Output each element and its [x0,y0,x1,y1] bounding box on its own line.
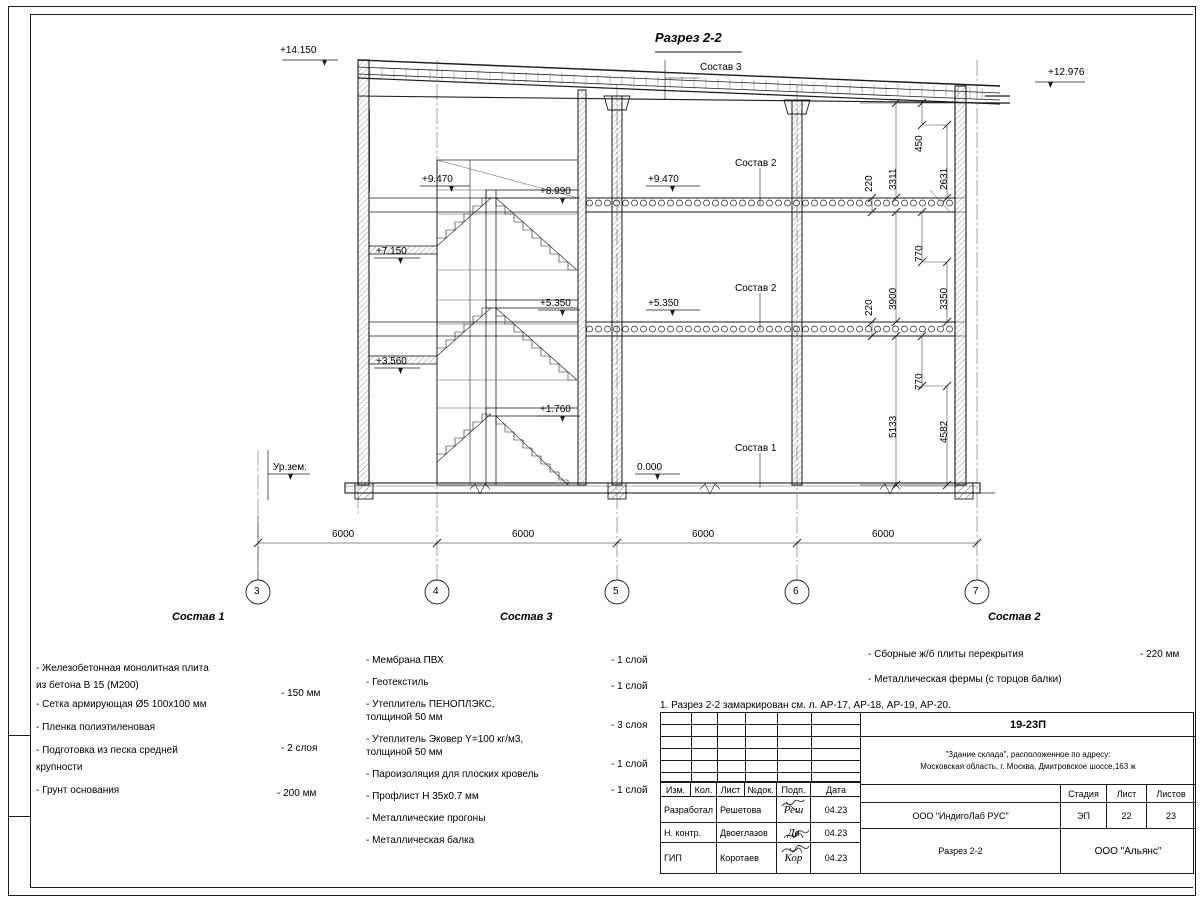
sostav3-value-0: - 1 слой [611,655,648,666]
sostav2-value-0: - 220 мм [1140,649,1180,660]
design-company: ООО "ИндигоЛаб РУС" [861,803,1061,828]
dim-770-upper: 770 [914,245,925,262]
sostav2-item-1: - Металлическая фермы (с торцов балки) [868,674,1062,685]
role-row-2 [661,843,861,873]
elevation-label-7150: +7.150 [376,246,407,257]
sostav2-item-0: - Сборные ж/б плиты перекрытия [868,649,1024,660]
sheet-title: Разрез 2-2 [861,829,1061,873]
sostav3-value-6: - 1 слой [611,785,648,796]
sostav1-list [36,662,336,801]
revision-table [661,713,861,873]
drawing-note: 1. Разрез 2-2 замаркирован см. л. АР-17, АР-18, АР-19, АР-20. [660,700,951,711]
sheet-count: 23 [1165,810,1176,821]
sostav1-item-0: - Железобетонная монолитная плита [36,663,209,674]
stage-header-stadiya: Стадия [1061,785,1107,802]
elevation-label-top-left: +14.150 [280,45,317,56]
sostav1-value-5: - 200 мм [277,788,317,799]
ground-level-label: Ур.зем. [273,462,307,473]
role-row-1 [661,823,861,843]
sostav1-item-5: крупности [36,762,83,773]
dim-220-lower: 220 [864,299,875,316]
object-line-1: "Здание склада", расположенное по адресу: [945,749,1111,759]
sostav3-item-6: - Пароизоляция для плоских кровель [366,769,539,780]
role-row-0 [661,797,861,823]
sostav1-value-3: - 2 слоя [281,743,318,754]
dim-5133: 5133 [888,415,899,438]
title-block [660,712,1194,874]
stage-header-listov: Листов [1156,788,1186,799]
elevation-label-top-right: +12.976 [1048,67,1085,78]
dim-3311: 3311 [888,168,899,190]
sostav3-value-5: - 1 слой [611,759,648,770]
revision-header-row [661,782,861,797]
revision-header-list: Лист [717,783,745,797]
role-date-2: 04.23 [824,853,848,863]
company-stage-row [861,803,1195,829]
sostav3-value-3: - 3 слоя [611,720,648,731]
role-date-1: 04.23 [824,827,848,838]
sostav3-item-8: - Металлические прогоны [366,813,486,824]
axis-bubble-5: 5 [613,586,619,597]
sostav3-value-1: - 1 слой [611,681,648,692]
role-label-0: Разработал [661,797,717,822]
dim-3900: 3900 [888,287,899,310]
stage-value: ЭП [1061,803,1107,828]
sostav3-item-1: - Геотекстиль [366,677,429,688]
elevation-label-9470-left: +9.470 [422,174,453,185]
elevation-label-5350-mid: +5.350 [540,298,571,309]
drawing-title: Разрез 2-2 [655,30,722,45]
object-description [861,737,1195,785]
sostav3-list [366,654,596,851]
sostav1-value-1: - 150 мм [281,688,321,699]
sostav1-item-4: - Подготовка из песка средней [36,745,178,756]
title-block-right [861,713,1195,873]
sostav3-item-3: толщиной 50 мм [366,712,443,723]
dim-span-6-7: 6000 [872,529,895,540]
role-name-0: Решетова [717,797,777,822]
elevation-label-3560: +3.560 [376,356,407,367]
sostav3-item-0: - Мембрана ПВХ [366,655,444,666]
sostav3-item-4: - Утеплитель Эковер Y=100 кг/м3, [366,734,524,745]
document-code: 19-23П [861,713,1195,737]
role-sign-0: Реш [777,797,811,822]
sostav3-item-9: - Металлическая балка [366,835,475,846]
sostav3-item-2: - Утеплитель ПЕНОПЛЭКС, [366,699,495,710]
sheet-title-row [861,829,1195,873]
sostav1-item-6: - Грунт основания [36,785,120,796]
revision-header-ndok: №док. [745,783,777,797]
object-line-2: Московская область, г. Москва, Дмитровское шоссе,163 ж [920,761,1136,771]
sostav3-item-7: - Профлист Н 35х0.7 мм [366,791,479,802]
sostav2-title: Состав 2 [988,611,1041,623]
callout-sostav1: Состав 1 [735,443,777,454]
revision-header-kol: Кол. [691,783,717,797]
callout-sostav2-lower: Состав 2 [735,283,777,294]
callout-sostav3: Состав 3 [700,62,742,73]
role-sign-1: Дв [777,823,811,842]
stage-header-row [861,785,1195,803]
dim-span-5-6: 6000 [692,529,715,540]
sostav3-title: Состав 3 [500,611,553,623]
axis-bubble-6: 6 [793,586,799,597]
role-label-1: Н. контр. [661,823,717,842]
elevation-label-5350-right: +5.350 [648,298,679,309]
axis-bubble-4: 4 [433,586,439,597]
elevation-label-8990: +8.990 [540,186,571,197]
organization: ООО "Альянс" [1094,845,1162,857]
dim-220-upper: 220 [864,175,875,192]
revision-header-data: Дата [826,785,846,795]
elevation-label-0000: 0.000 [637,462,663,473]
revision-header-izm: Изм. [661,783,691,797]
role-date-0: 04.23 [824,804,848,815]
dim-span-4-5: 6000 [512,529,535,540]
callout-sostav2-upper: Состав 2 [735,158,777,169]
dim-4582: 4582 [939,420,950,443]
sostav1-item-3: - Пленка полиэтиленовая [36,722,156,733]
dim-450: 450 [914,135,925,152]
role-name-2: Коротаев [717,843,777,873]
dim-span-3-4: 6000 [332,529,355,540]
elevation-label-1760: +1.760 [540,404,571,415]
dim-770-lower: 770 [914,373,925,390]
role-label-2: ГИП [661,843,717,873]
role-sign-2: Кор [777,843,811,873]
sostav1-title: Состав 1 [172,611,225,623]
revision-header-podp: Подп. [777,783,811,797]
axis-bubble-7: 7 [973,586,979,597]
sostav3-item-5: толщиной 50 мм [366,747,443,758]
sostav1-item-2: - Сетка армирующая Ø5 100х100 мм [36,699,207,710]
stage-header-list: Лист [1107,785,1147,802]
dim-3350: 3350 [939,287,950,310]
role-name-1: Двоеглазов [717,823,777,842]
dim-2631: 2631 [939,167,950,190]
axis-bubble-3: 3 [254,586,260,597]
sostav2-list [868,648,1158,690]
sostav1-item-1: из бетона В 15 (М200) [36,680,139,691]
sheet-number: 22 [1107,803,1147,828]
elevation-label-9470-right: +9.470 [648,174,679,185]
